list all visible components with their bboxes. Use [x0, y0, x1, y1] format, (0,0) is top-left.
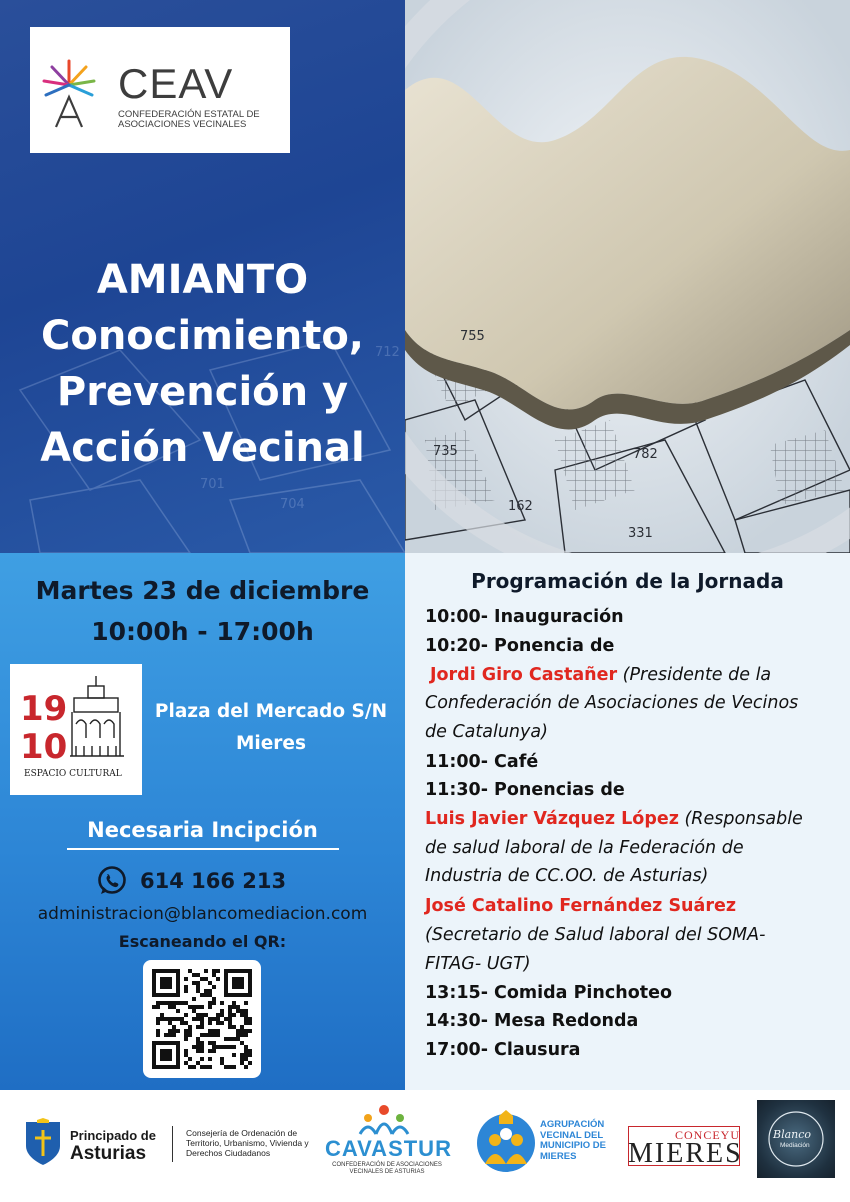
espacio-cultural-text: ESPACIO CULTURAL — [24, 769, 122, 779]
program-item — [425, 1040, 580, 1060]
registration-underline — [67, 848, 339, 850]
program-text: 13:15- Comida Pinchoteo — [425, 983, 672, 1003]
qr-code[interactable] — [143, 960, 261, 1078]
title-line: Conocimiento, — [40, 313, 364, 359]
program-item — [425, 809, 803, 829]
conceyu-text: CONCEYU — [675, 1128, 741, 1142]
program-item: (Secretario de Salud laboral del SOMA- — [425, 925, 766, 945]
footer-divider — [172, 1126, 173, 1162]
speaker-name: José Catalino Fernández Suárez — [425, 896, 737, 916]
event-date: Martes 23 de diciembre — [35, 576, 370, 605]
event-hours: 10:00h - 17:00h — [91, 617, 314, 646]
page-title — [0, 252, 405, 476]
svg-text:10: 10 — [20, 727, 68, 767]
program-item — [425, 752, 538, 772]
registration-title: Necesaria Incipción — [87, 818, 318, 842]
program-text: 14:30- Mesa Redonda — [425, 1011, 639, 1031]
venue-line: Mieres — [236, 733, 306, 754]
speaker-name: Jordi Giro Castañer — [430, 665, 618, 685]
title-line: Acción Vecinal — [40, 425, 365, 471]
svg-text:19: 19 — [20, 689, 68, 729]
photo-label: 712 — [375, 345, 400, 360]
ceav-logo-subtitle: CONFEDERACIÓN ESTATAL DE ASOCIACIONES VECINALES — [118, 109, 260, 130]
cavastur-subtitle: CONFEDERACIÓN DE ASOCIACIONES VECINALES DE ASTURIAS — [332, 1162, 442, 1175]
photo-label: 701 — [200, 477, 225, 492]
blanco-text: Blanco — [773, 1128, 812, 1141]
cavastur-logo-text: CAVASTUR — [325, 1136, 452, 1161]
qr-label: Escaneando el QR: — [118, 932, 287, 951]
asbestos-sheet-magnifier-image — [405, 0, 850, 553]
program-item: Industria de CC.OO. de Asturias) — [425, 866, 709, 886]
program-item — [425, 780, 625, 800]
speaker-name: Luis Javier Vázquez López — [425, 809, 679, 829]
program-text: 10:00- Inauguración — [425, 607, 624, 627]
photo-label: 735 — [433, 444, 458, 459]
agrupacion-vecinal-icon — [475, 1108, 537, 1174]
speaker-role: (Responsable — [678, 809, 803, 829]
program-item — [425, 983, 672, 1003]
mieres-text: MIERES — [628, 1138, 743, 1169]
program-item — [425, 896, 736, 916]
program-item: de Catalunya) — [425, 722, 548, 742]
photo-label: 782 — [633, 447, 658, 462]
espacio-cultural-1910-logo-icon — [10, 664, 142, 795]
cavastur-people-icon — [354, 1104, 414, 1138]
program-text: 11:00- Café — [425, 752, 539, 772]
qr-code-image — [152, 969, 252, 1069]
espacio-cultural-logo — [10, 664, 142, 795]
ceav-logo-text: CEAV — [118, 60, 234, 107]
program-text: 10:20- Ponencia de — [425, 636, 615, 656]
phone-number[interactable]: 614 166 213 — [140, 869, 287, 893]
asturias-shield-icon — [24, 1118, 62, 1166]
consejeria-text: Consejería de Ordenación de Territorio, Urbanismo, Vivienda y Derechos Ciudadanos — [186, 1128, 309, 1158]
mediacion-text: Mediación — [780, 1142, 810, 1149]
program-title: Programación de la Jornada — [471, 569, 784, 593]
program-item: FITAG- UGT) — [425, 954, 531, 974]
whatsapp-icon — [96, 865, 128, 897]
agrupacion-text: AGRUPACIÓN VECINAL DEL MUNICIPIO DE MIERES — [540, 1119, 606, 1162]
email-address[interactable]: administracion@blancomediacion.com — [37, 904, 368, 924]
program-item — [425, 1011, 638, 1031]
program-item — [425, 607, 624, 627]
ceav-star-logo-icon — [38, 57, 100, 129]
photo-label: 755 — [460, 329, 485, 344]
asturias-label-2: Asturias — [70, 1143, 147, 1164]
photo-label: 331 — [628, 526, 653, 541]
venue-address — [146, 696, 396, 760]
program-text: 17:00- Clausura — [425, 1040, 581, 1060]
program-item: de salud laboral de la Federación de — [425, 838, 744, 858]
program-text: 11:30- Ponencias de — [425, 780, 625, 800]
photo-label: 162 — [508, 499, 533, 514]
asbestos-photo — [405, 0, 850, 553]
sponsor-footer — [0, 1090, 850, 1202]
program-item — [430, 665, 771, 685]
venue-line: Plaza del Mercado S/N — [154, 701, 388, 722]
title-line: Prevención y — [56, 369, 349, 415]
asturias-label-1: Principado de — [70, 1128, 156, 1143]
speaker-role: (Presidente de la — [617, 665, 772, 685]
title-line: AMIANTO — [96, 257, 309, 303]
program-item — [425, 636, 614, 656]
photo-label: 704 — [280, 497, 305, 512]
program-item: Confederación de Asociaciones de Vecinos — [425, 693, 799, 713]
